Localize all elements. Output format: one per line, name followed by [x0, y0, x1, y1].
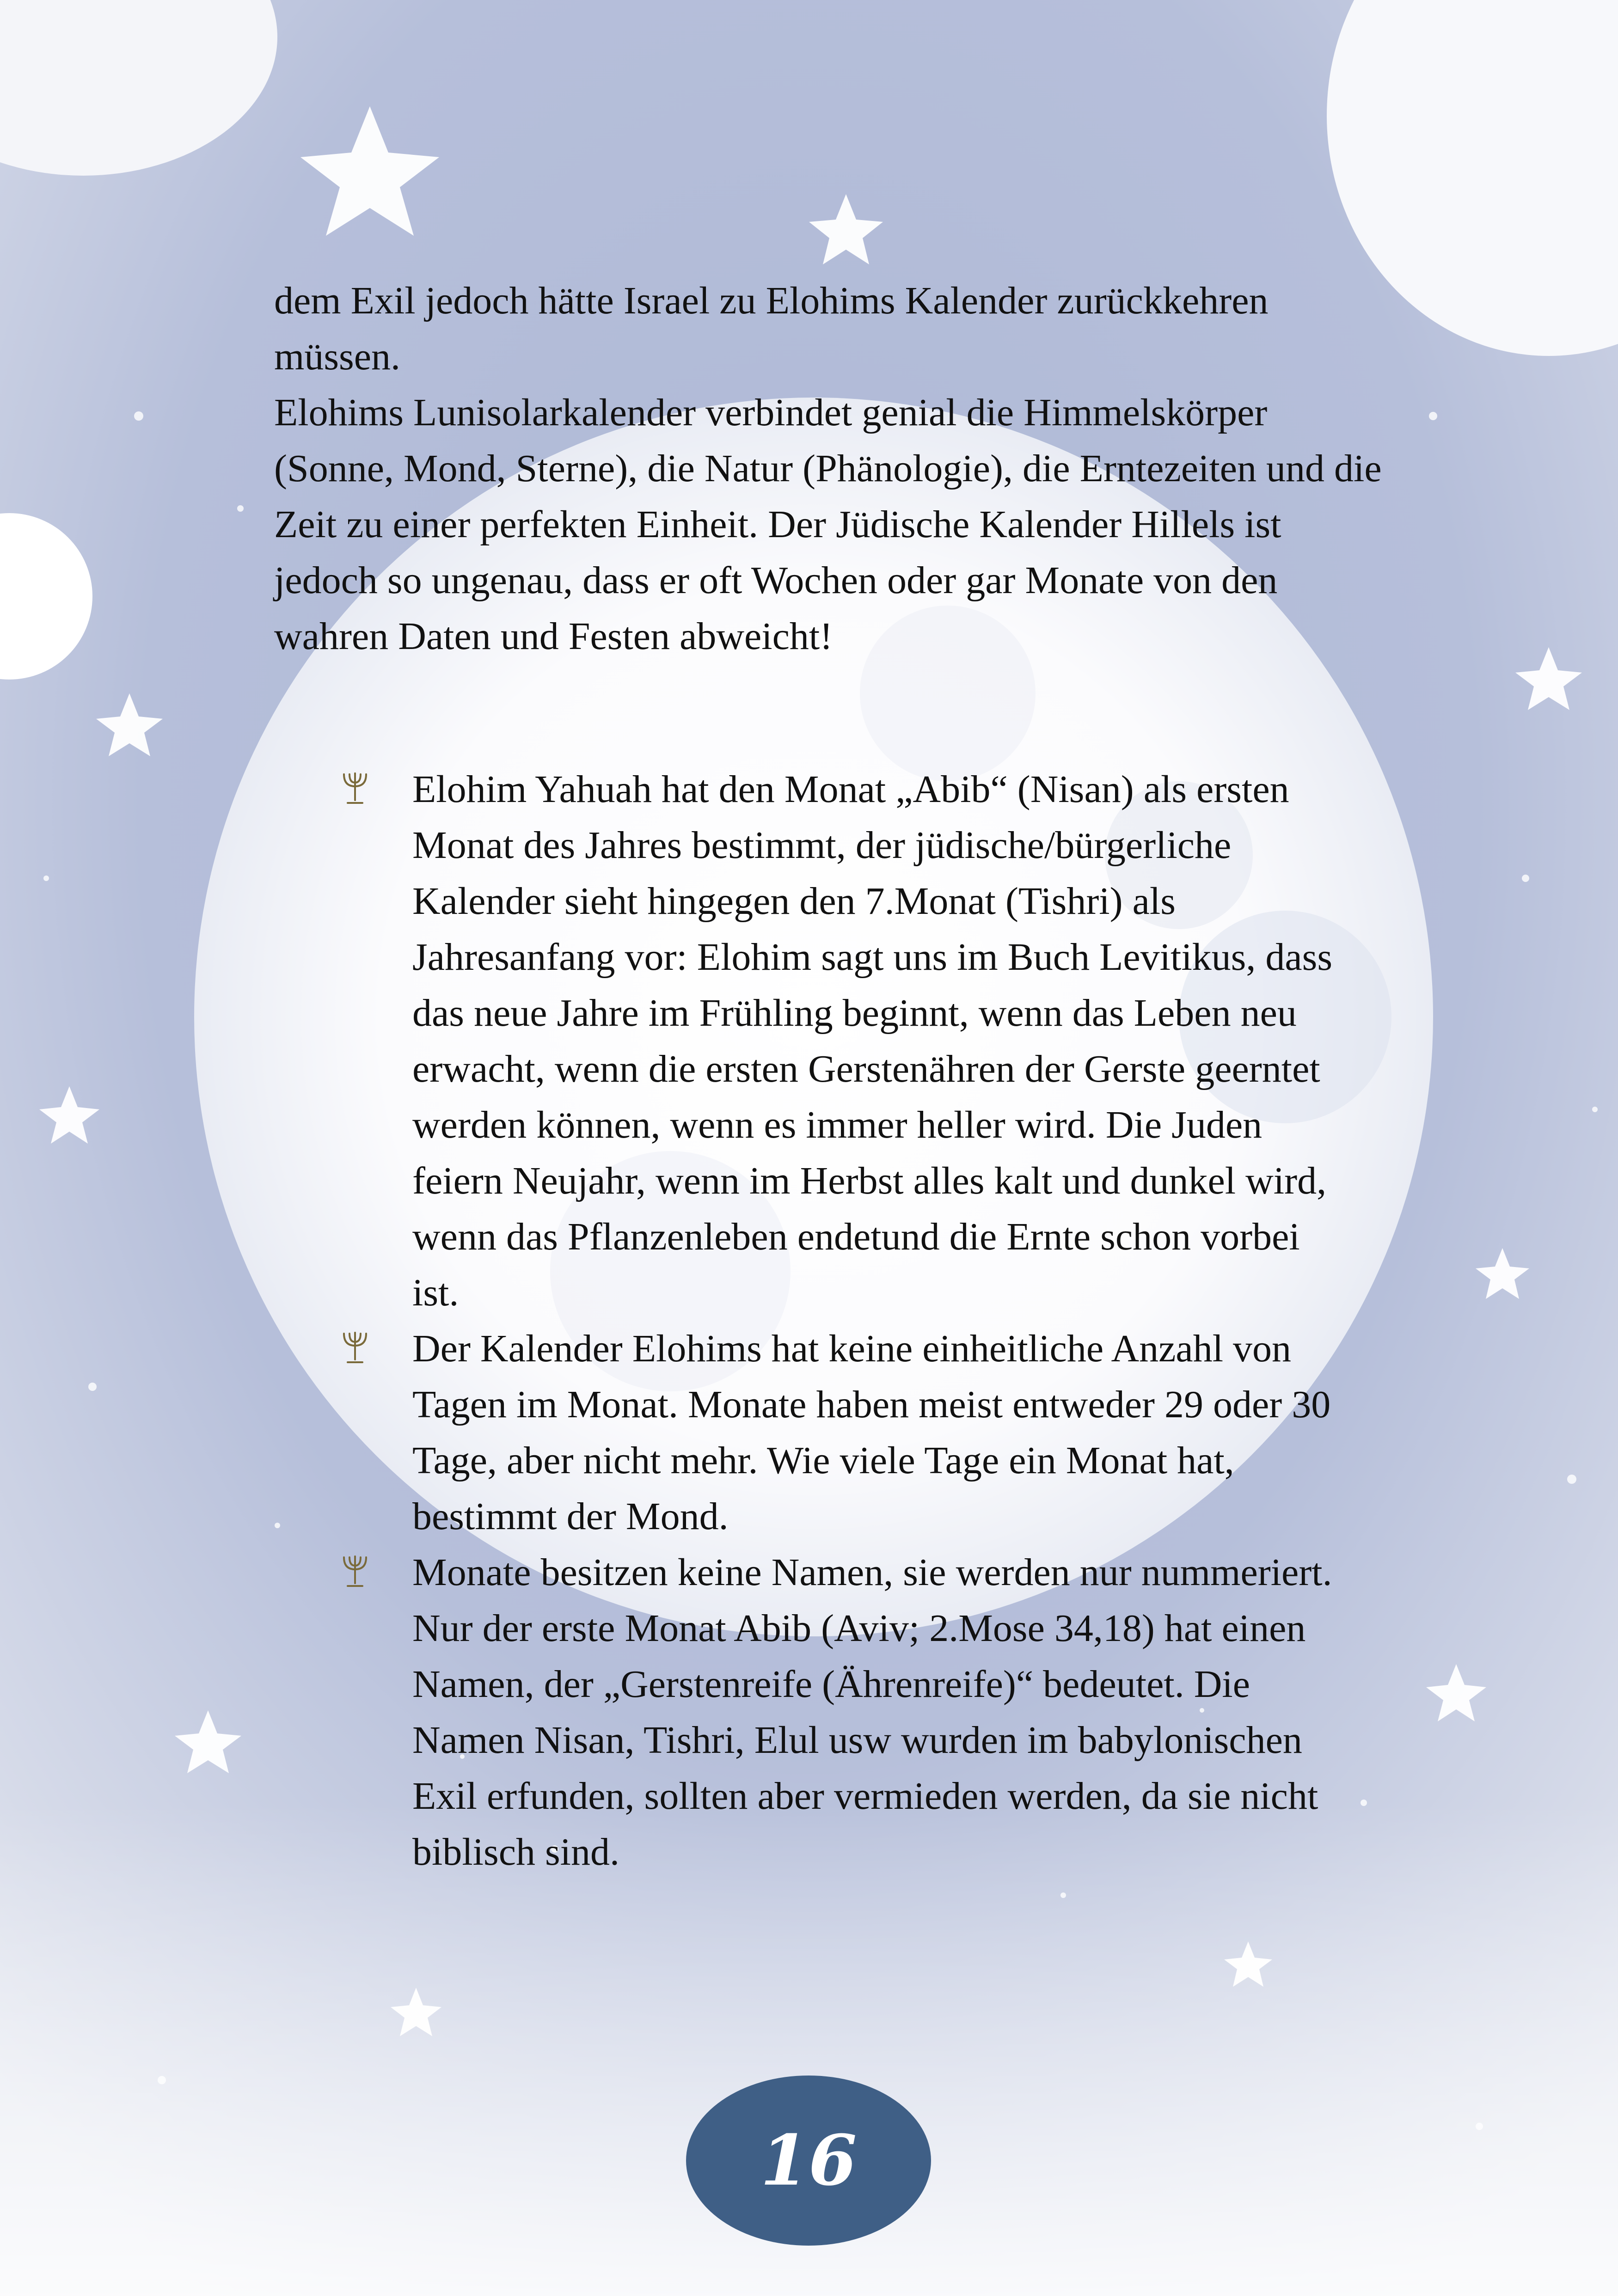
menorah-icon: [341, 771, 369, 807]
page-number: 16: [760, 2120, 857, 2201]
intro-paragraph-1: dem Exil jedoch hätte Israel zu Elohims Kalender zurückkehren müssen.: [274, 279, 1269, 378]
bullet-list: [0, 761, 1618, 1880]
list-item: [0, 761, 1337, 1321]
list-item: [0, 1321, 1337, 1544]
bullet-text: Elohim Yahuah hat den Monat „Abib“ (Nisan) als ersten Monat des Jahres bestimmt, der jüdische/bürgerliche Kalender sieht hingegen den 7.Monat (Tishri) als Jahresanfang vor: Elohim sagt uns im Buch Levitikus, dass das neue Jahre im Frühling beginnt, wenn das Leben neu erwacht, wenn die ersten Gerstenähren der Gerste geerntet werden können, wenn es immer heller wird. Die Juden feiern Neujahr, wenn im Herbst alles kalt und dunkel wird, wenn das Pflanzenleben endetund die Ernte schon vorbei ist.: [412, 768, 1333, 1314]
menorah-icon: [341, 1330, 369, 1366]
intro-paragraph-2: Elohims Lunisolarkalender verbindet genial die Himmelskörper (Sonne, Mond, Sterne), die Natur (Phänologie), die Erntezeiten und die Zeit zu einer perfekten Einheit. Der Jüdische Kalender Hillels ist jedoch so ungenau, dass er oft Wochen oder gar Monate von den wahren Daten und Festen abweicht!: [274, 391, 1382, 658]
bullet-text: Monate besitzen keine Namen, sie werden nur nummeriert. Nur der erste Monat Abib (Aviv; 2.Mose 34,18) hat einen Namen, der „Gerstenreife (Ährenreife)“ bedeutet. Die Namen Nisan, Tishri, Elul usw wurden im babylonischen Exil erfunden, sollten aber vermieden werden, da sie nicht biblisch sind.: [412, 1551, 1332, 1874]
list-item: [0, 1544, 1337, 1880]
page-number-badge: [686, 2076, 931, 2246]
menorah-icon: [341, 1554, 369, 1590]
intro-text: [274, 273, 1384, 664]
bullet-text: Der Kalender Elohims hat keine einheitliche Anzahl von Tagen im Monat. Monate haben meist entweder 29 oder 30 Tage, aber nicht mehr. Wie viele Tage ein Monat hat, bestimmt der Mond.: [412, 1327, 1331, 1538]
